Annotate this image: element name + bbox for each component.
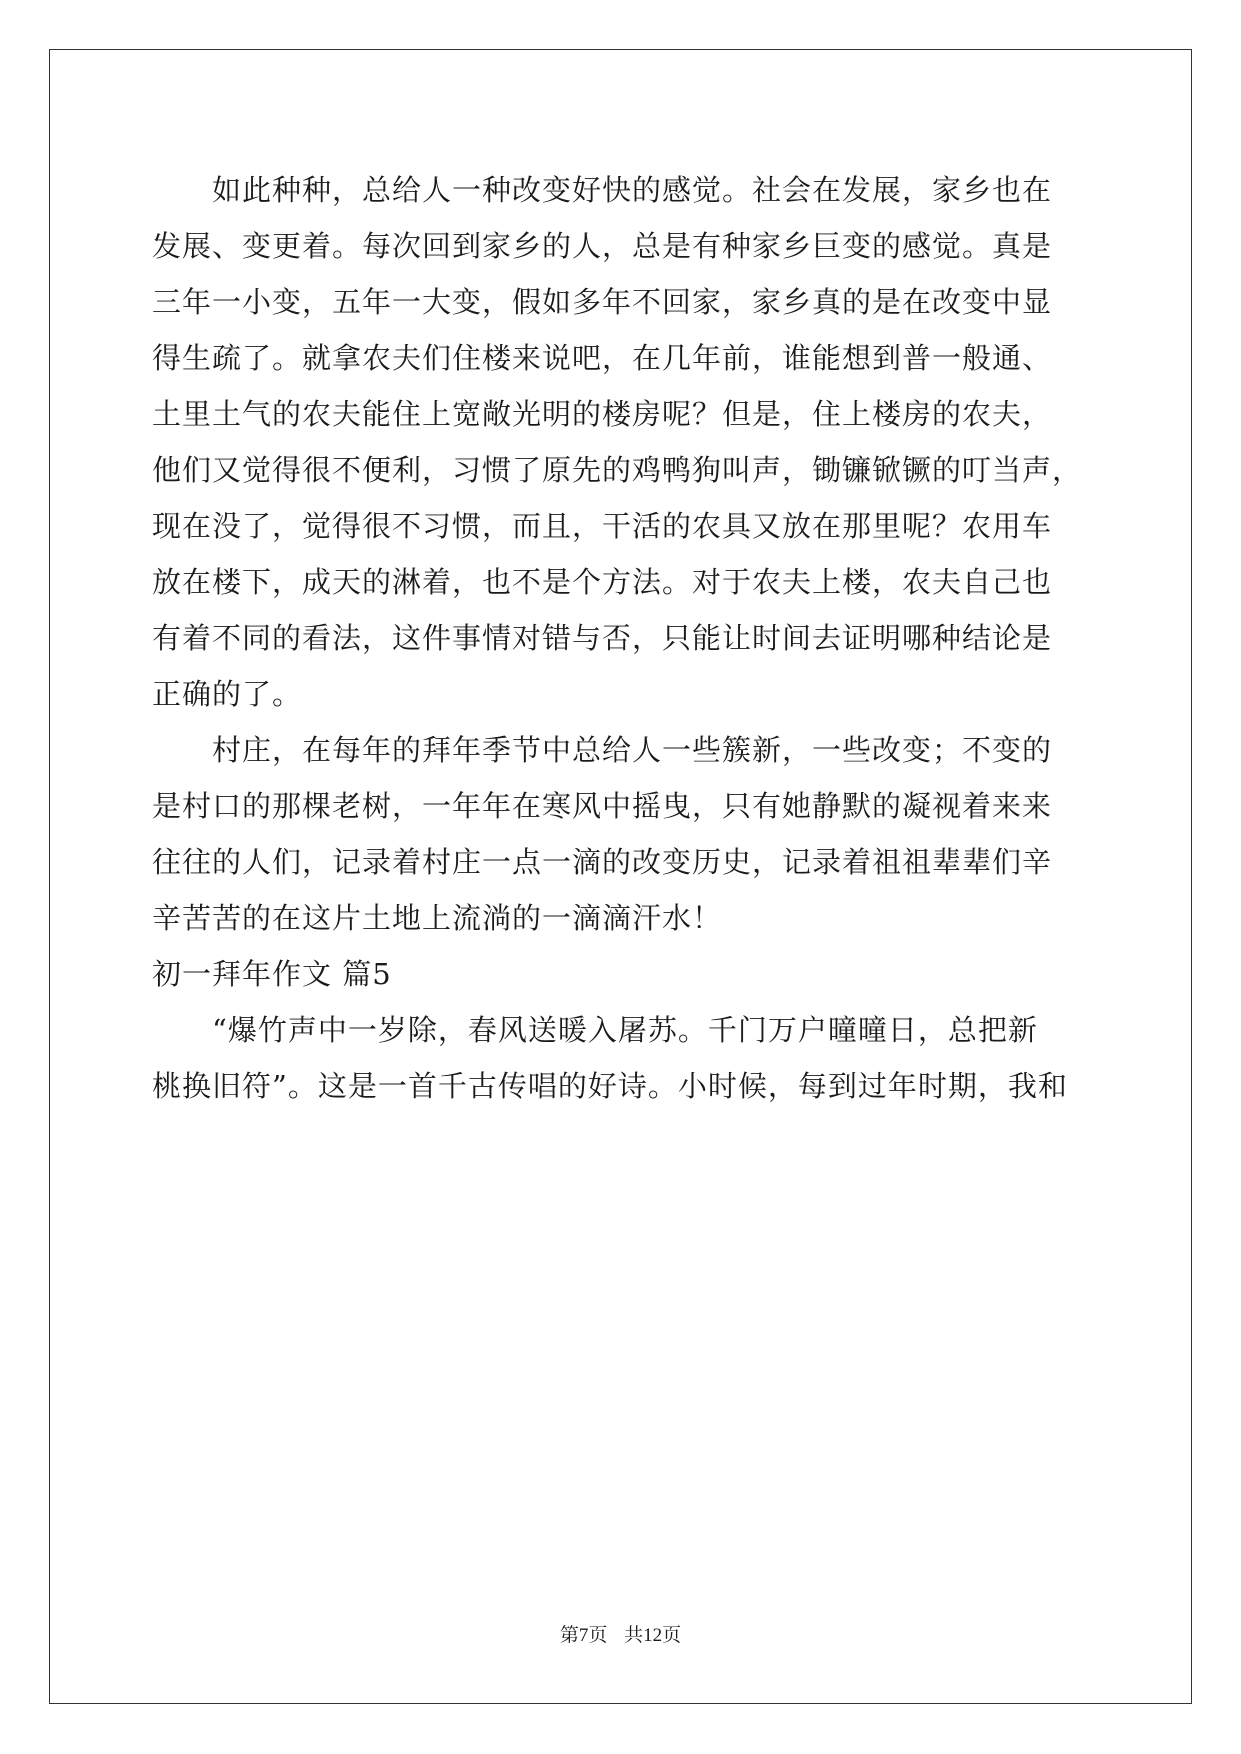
text-line: 是村口的那棵老树，一年年在寒风中摇曳，只有她静默的凝视着来来 [152, 789, 1053, 823]
text-line: 正确的了。 [152, 677, 303, 711]
text-line: 桃换旧符”。这是一首千古传唱的好诗。小时候，每到过年时期，我和 [152, 1069, 1068, 1103]
page-total: 共12页 [624, 1625, 682, 1646]
text-line: 土里土气的农夫能住上宽敞光明的楼房呢？但是，住上楼房的农夫， [152, 397, 1053, 431]
text-line: 放在楼下，成天的淋着，也不是个方法。对于农夫上楼，农夫自己也 [152, 565, 1053, 599]
text-line: 三年一小变，五年一大变，假如多年不回家，家乡真的是在改变中显 [152, 285, 1053, 319]
text-line: 现在没了，觉得很不习惯，而且，干活的农具又放在那里呢？农用车 [152, 509, 1053, 543]
text-line: 辛苦苦的在这片土地上流淌的一滴滴汗水！ [152, 901, 723, 935]
text-line: “爆竹声中一岁除，春风送暖入屠苏。千门万户曈曈日，总把新 [152, 1013, 1038, 1047]
text-line: 有着不同的看法，这件事情对错与否，只能让时间去证明哪种结论是 [152, 621, 1053, 655]
page-number: 第7页 [559, 1625, 608, 1646]
page-footer [0, 1620, 1241, 1647]
text-line: 往往的人们，记录着村庄一点一滴的改变历史，记录着祖祖辈辈们辛 [152, 845, 1053, 879]
section-heading: 初一拜年作文 篇5 [152, 957, 392, 991]
text-line: 如此种种，总给人一种改变好快的感觉。社会在发展，家乡也在 [152, 173, 1053, 207]
text-line: 村庄，在每年的拜年季节中总给人一些簇新，一些改变；不变的 [152, 733, 1053, 767]
text-line: 发展、变更着。每次回到家乡的人，总是有种家乡巨变的感觉。真是 [152, 229, 1053, 263]
text-line: 得生疏了。就拿农夫们住楼来说吧，在几年前，谁能想到普一般通、 [152, 341, 1053, 375]
text-line: 他们又觉得很不便利，习惯了原先的鸡鸭狗叫声，锄镰锨镢的叮当声， [152, 453, 1083, 487]
